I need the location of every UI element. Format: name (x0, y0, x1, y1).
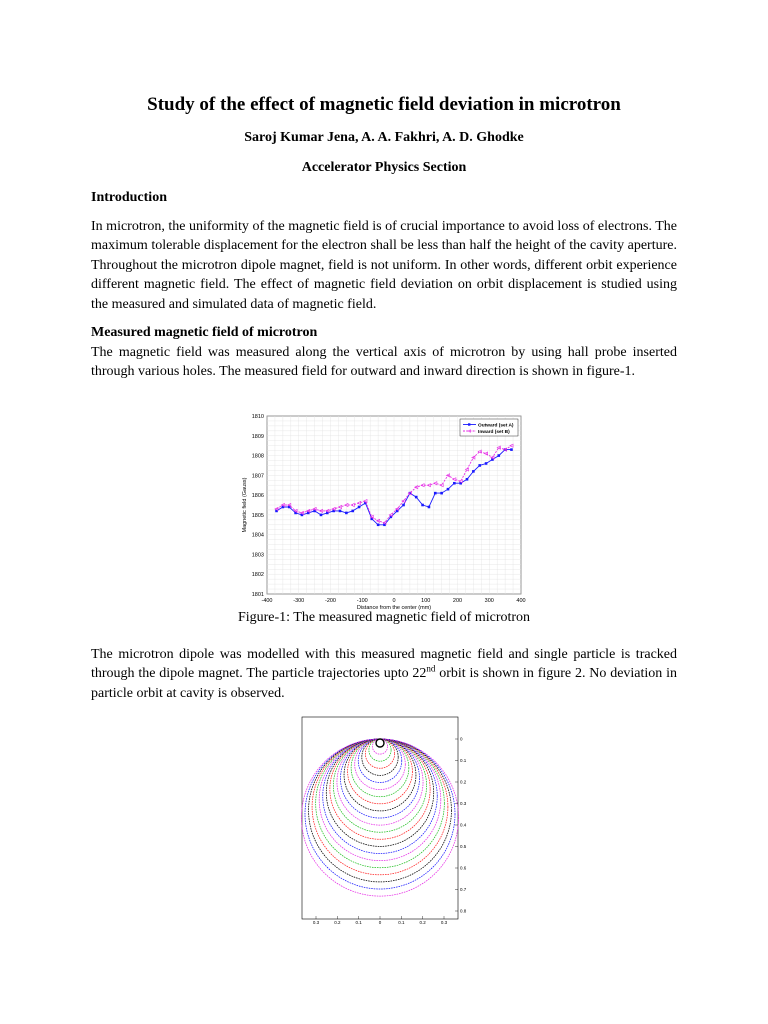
x-tick-label: -300 (293, 598, 305, 604)
legend-label: Outward (set A) (478, 423, 514, 429)
x-tick-label: 0.3 (440, 920, 448, 925)
data-point (485, 462, 488, 465)
x-tick-label: 200 (452, 598, 463, 604)
y-tick-label: 0.2 (460, 779, 467, 785)
y-tick-label: 0.3 (460, 801, 467, 806)
data-point (428, 506, 431, 509)
data-point (320, 514, 323, 517)
data-point (453, 482, 456, 485)
x-axis-label: Distance from the center (mm) (356, 605, 432, 611)
x-tick-label: 0.2 (334, 920, 341, 925)
x-tick-label: 0.2 (419, 920, 426, 925)
y-tick-label: 1806 (251, 493, 264, 500)
y-tick-label: 1801 (251, 592, 264, 598)
x-tick-label: 0.3 (312, 920, 320, 925)
data-point (497, 454, 500, 457)
y-tick-label: 1809 (251, 433, 264, 440)
y-tick-label: 0.4 (460, 822, 467, 828)
measured-paragraph: The magnetic field was measured along the vertical axis of microtron by using hall probe inserted through various holes. The measured field for outward and inward direction is shown in figure-1. (91, 345, 677, 380)
x-tick-label: 0.1 (398, 920, 405, 925)
measured-heading: Measured magnetic field of microtron (91, 325, 318, 340)
y-tick-label: 1810 (251, 414, 264, 420)
x-tick-label: -200 (324, 598, 337, 604)
model-text-before: The microtron dipole was modelled with this measured magnetic field and single particle is tracked through the dipole magnet. The particle trajectories upto 22 (91, 647, 677, 682)
x-tick-label: 0.1 (355, 920, 362, 925)
paper-affiliation: Accelerator Physics Section (301, 160, 467, 175)
data-point (339, 510, 342, 513)
intro-heading: Introduction (91, 190, 167, 205)
data-point (510, 448, 513, 451)
x-tick-label: 0 (392, 598, 396, 604)
legend-label: Inward (set B) (478, 429, 510, 435)
x-tick-label: 400 (516, 598, 526, 604)
data-point (421, 504, 424, 507)
data-point (377, 523, 380, 526)
y-tick-label: 0.5 (460, 844, 467, 849)
y-axis-label: Magnetic field (Gauss) (242, 477, 248, 533)
x-tick-label: 100 (421, 598, 431, 604)
y-tick-label: 0.6 (460, 865, 467, 871)
figure-1-caption: Figure-1: The measured magnetic field of microtron (237, 610, 531, 625)
model-text-after: orbit is shown in figure 2. No deviation in particle orbit at cavity is observed. (91, 666, 677, 701)
data-point (447, 488, 450, 491)
y-tick-label: 0.1 (460, 758, 467, 763)
figure-2-orbit-plot (296, 713, 476, 925)
chart-legend (460, 419, 518, 436)
data-point (358, 506, 361, 509)
figure-1-chart (238, 408, 530, 614)
x-tick-label: -400 (261, 598, 273, 604)
data-point (351, 510, 354, 513)
paper-authors: Saroj Kumar Jena, A. A. Fakhri, A. D. Ghodke (244, 130, 524, 145)
y-tick-label: 1802 (251, 572, 264, 579)
data-point (440, 492, 443, 495)
data-point (472, 470, 475, 473)
data-point (345, 512, 348, 515)
legend-marker (468, 423, 470, 425)
data-point (415, 496, 418, 499)
x-tick-label: -100 (356, 598, 368, 604)
intro-paragraph: In microtron, the uniformity of the magnetic field is of crucial importance to avoid loss of electrons. The maximum tolerable displacement for the electron shall be less than half the height of the cavity aperture. Throughout the microtron dipole magnet, field is not uniform. In other words, different orbit experience different magnetic field. The effect of magnetic field deviation on orbit displacement is studied using the measured and simulated data of magnetic field. (91, 219, 677, 312)
y-tick-label: 0.8 (460, 908, 467, 914)
y-tick-label: 1807 (251, 473, 264, 480)
data-point (478, 464, 481, 467)
model-paragraph (91, 645, 677, 703)
x-tick-label: 0 (378, 920, 382, 925)
y-tick-label: 0 (460, 736, 463, 742)
x-tick-label: 300 (484, 598, 494, 604)
y-tick-label: 1803 (251, 552, 264, 559)
data-point (466, 478, 469, 481)
model-text-sup: nd (426, 663, 436, 674)
data-point (402, 504, 405, 507)
y-tick-label: 1808 (251, 453, 264, 460)
paper-title: Study of the effect of magnetic field deviation in microtron (147, 94, 621, 115)
y-tick-label: 1804 (251, 532, 264, 539)
y-tick-label: 0.7 (460, 887, 467, 892)
y-tick-label: 1805 (251, 512, 264, 519)
data-point (434, 492, 437, 495)
